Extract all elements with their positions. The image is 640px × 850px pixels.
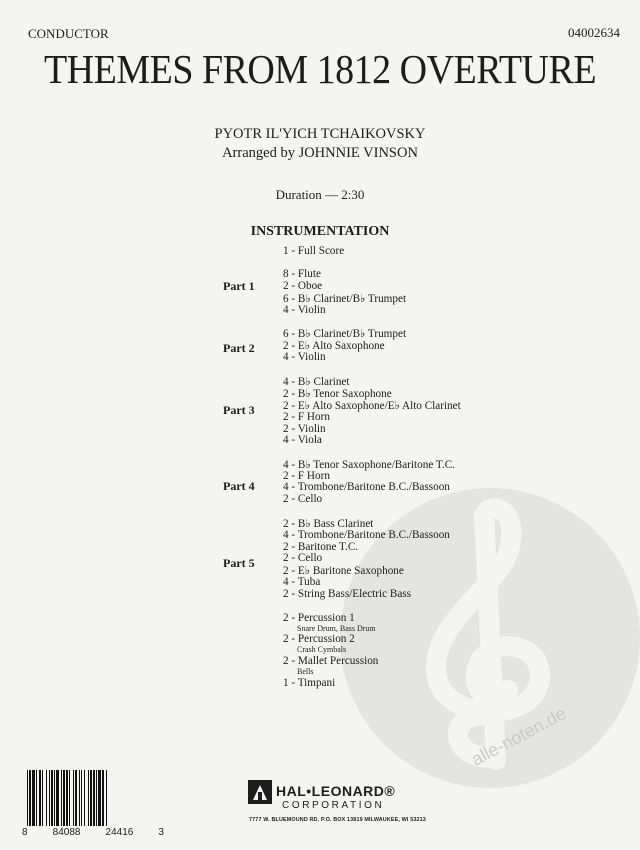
instrument-item: 8 - Flute [283, 268, 321, 280]
instrument-item: 2 - Violin [283, 423, 326, 435]
barcode-bar [84, 770, 85, 826]
percussion-item: 1 - Timpani [283, 677, 336, 689]
instrument-item: 4 - Viola [283, 434, 322, 446]
arranger: Arranged by JOHNNIE VINSON [222, 145, 418, 161]
barcode-bar [98, 770, 101, 826]
instrument-item: 2 - Cello [283, 493, 323, 505]
barcode-digits [22, 827, 164, 838]
barcode-bar [79, 770, 80, 826]
instrument-item: 2 - Baritone T.C. [283, 541, 359, 553]
instrument-item: 6 - B♭ Clarinet/B♭ Trumpet [283, 328, 407, 340]
instrument-item: 2 - Cello [283, 552, 323, 564]
instrument-item: 2 - E♭ Alto Saxophone [283, 340, 385, 352]
barcode-bar [90, 770, 92, 826]
instrument-item: 2 - Oboe [283, 280, 323, 292]
barcode-bar [106, 770, 107, 826]
barcode-bar [73, 770, 74, 826]
publisher-corporation: CORPORATION [282, 800, 385, 811]
barcode-bar [51, 770, 53, 826]
instrument-item: 4 - Violin [283, 351, 326, 363]
percussion-note: Snare Drum, Bass Drum [297, 624, 376, 633]
part-4-label: Part 4 [223, 479, 255, 493]
barcode-bar [29, 770, 31, 826]
instrument-item: 2 - String Bass/Electric Bass [283, 588, 412, 600]
barcode-bar [42, 770, 43, 826]
catalog-number: 04002634 [568, 25, 620, 40]
barcode-bar [75, 770, 77, 826]
part-5-label: Part 5 [223, 556, 255, 570]
composer: PYOTR IL'YICH TCHAIKOVSKY [214, 126, 426, 142]
part-2-label: Part 2 [223, 341, 255, 355]
barcode-bar [93, 770, 95, 826]
part-3-label: Part 3 [223, 403, 255, 417]
instrument-item: 4 - Trombone/Baritone B.C./Bassoon [283, 529, 450, 541]
barcode-bar [102, 770, 104, 826]
instrument-item: 4 - B♭ Clarinet [283, 376, 350, 388]
barcode-bar [63, 770, 65, 826]
instrument-item: 2 - F Horn [283, 470, 330, 482]
barcode-bar [27, 770, 28, 826]
watermark-text: alle-noten.de [468, 703, 570, 770]
instrument-item: 4 - B♭ Tenor Saxophone/Baritone T.C. [283, 459, 455, 471]
barcode-bar [66, 770, 68, 826]
barcode-bar [32, 770, 35, 826]
percussion-note: Bells [297, 667, 314, 676]
barcode-digit-group: 84088 [52, 827, 81, 838]
instrument-item: 4 - Trombone/Baritone B.C./Bassoon [283, 481, 450, 493]
barcode-bar [81, 770, 82, 826]
barcode-bar [61, 770, 62, 826]
barcode [25, 770, 161, 828]
percussion-item: 2 - Mallet Percussion [283, 655, 379, 667]
percussion-item: 2 - Percussion 1 [283, 612, 355, 624]
instrument-item: 4 - Violin [283, 304, 326, 316]
instrument-item: 4 - Tuba [283, 576, 321, 588]
barcode-bar [69, 770, 70, 826]
instrument-item: 2 - E♭ Alto Saxophone/E♭ Alto Clarinet [283, 400, 461, 412]
conductor-label: CONDUCTOR [28, 26, 109, 41]
barcode-digit-group: 3 [158, 827, 164, 838]
part-1-label: Part 1 [223, 279, 255, 293]
instrument-item: 2 - B♭ Tenor Saxophone [283, 388, 392, 400]
instrument-item: 6 - B♭ Clarinet/B♭ Trumpet [283, 293, 407, 305]
barcode-digit-group: 24416 [105, 827, 134, 838]
barcode-bar [56, 770, 59, 826]
barcode-bar [96, 770, 97, 826]
duration: Duration — 2:30 [275, 187, 365, 202]
instrumentation-heading: INSTRUMENTATION [250, 224, 390, 239]
full-score-item: 1 - Full Score [283, 245, 345, 257]
percussion-item: 2 - Percussion 2 [283, 633, 355, 645]
publisher-name: HAL•LEONARD® [276, 783, 396, 799]
barcode-bar [36, 770, 37, 826]
instrument-item: 2 - E♭ Baritone Saxophone [283, 565, 404, 577]
publisher-address: 7777 W. BLUEMOUND RD. P.O. BOX 13819 MILWAUKEE, WI 53213 [249, 817, 426, 823]
instrument-item: 2 - B♭ Bass Clarinet [283, 518, 374, 530]
barcode-bar [54, 770, 55, 826]
barcode-bar [88, 770, 89, 826]
page-title: THEMES FROM 1812 OVERTURE [43, 47, 597, 93]
barcode-digit-group: 8 [22, 827, 28, 838]
barcode-bar [46, 770, 47, 826]
percussion-note: Crash Cymbals [297, 645, 347, 654]
barcode-bar [39, 770, 41, 826]
barcode-bar [49, 770, 50, 826]
instrument-item: 2 - F Horn [283, 411, 330, 423]
